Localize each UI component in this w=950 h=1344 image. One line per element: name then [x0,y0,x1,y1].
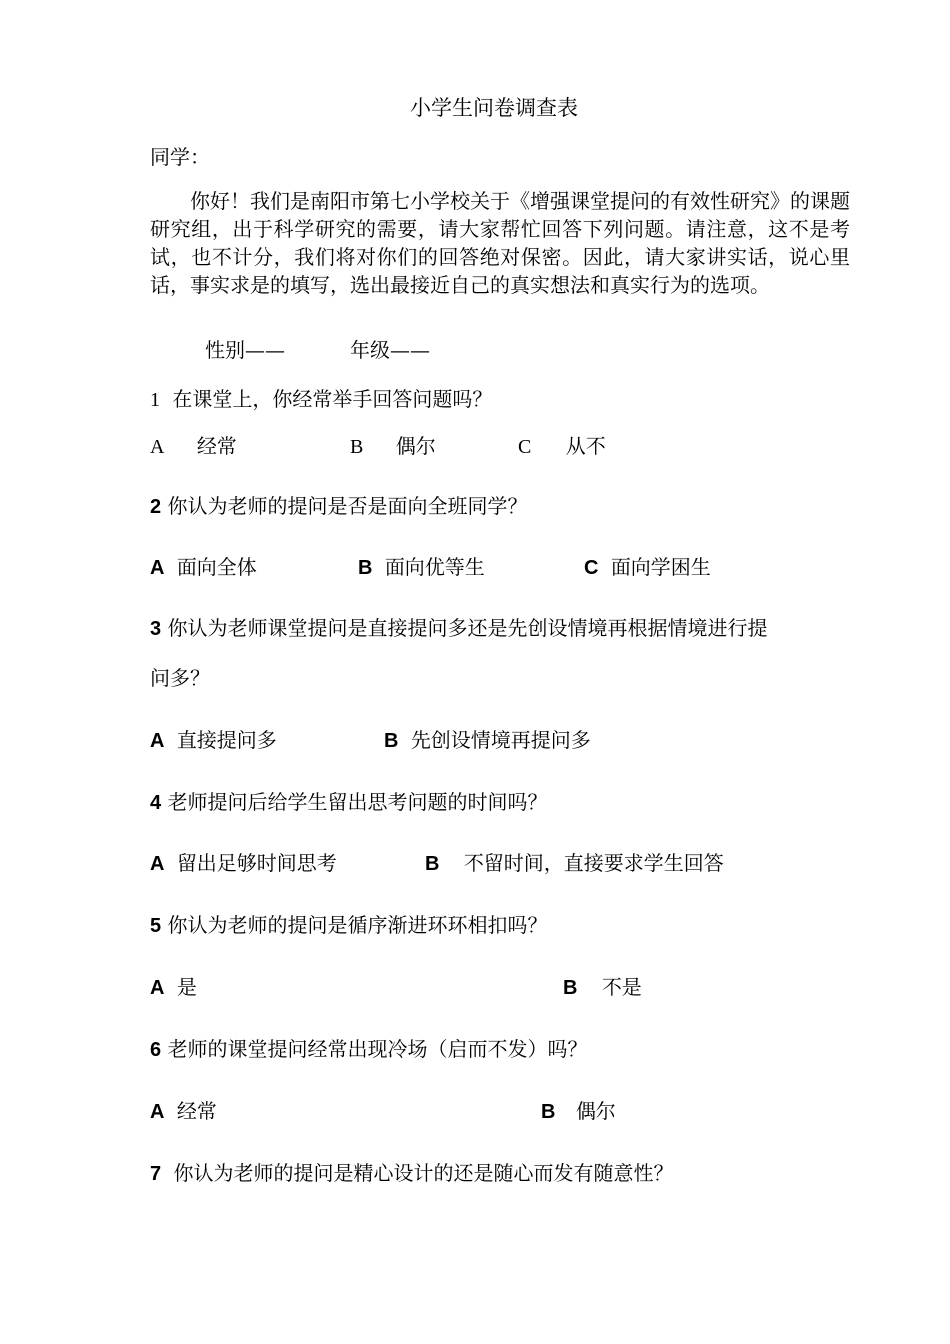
question-2 [150,490,527,519]
option-letter: B [350,436,364,458]
option-text: 面向全体 [176,555,257,579]
q4-option-a[interactable] [150,847,337,876]
question-number: 3 [150,618,162,640]
question-7 [150,1157,673,1186]
q1-option-c[interactable] [518,430,606,459]
option-text: 偶尔 [575,1099,616,1123]
q4-option-b[interactable] [425,847,724,876]
q5-option-a[interactable] [150,971,197,1000]
question-text: 你认为老师课堂提问是直接提问多还是先创设情境再根据情境进行提 [167,616,768,640]
q2-option-b[interactable] [358,551,485,580]
grade-field: 年级—— [350,338,430,362]
question-number: 6 [150,1039,162,1061]
option-letter: C [518,436,532,458]
question-1 [150,383,492,412]
option-letter: A [150,730,165,752]
q3-option-a[interactable] [150,724,277,753]
option-text: 留出足够时间思考 [176,851,337,875]
question-number: 1 [150,389,160,411]
question-text: 你认为老师的提问是否是面向全班同学？ [167,494,528,518]
option-letter: B [563,977,578,999]
option-letter: B [541,1101,556,1123]
option-letter: B [384,730,399,752]
question-number: 5 [150,915,162,937]
q3-option-b[interactable] [384,724,591,753]
option-text: 不留时间，直接要求学生回答 [463,851,724,875]
option-letter: A [150,557,165,579]
option-text: 偶尔 [395,434,436,458]
question-text: 老师提问后给学生留出思考问题的时间吗？ [167,790,548,814]
q6-option-b[interactable] [541,1095,616,1124]
q5-option-b[interactable] [563,971,642,1000]
option-text: 是 [176,975,197,999]
q1-option-b[interactable] [350,430,436,459]
option-text: 经常 [196,434,237,458]
option-letter: A [150,1101,165,1123]
option-letter: B [425,853,440,875]
option-letter: A [150,436,165,458]
gender-field: 性别—— [205,338,285,362]
question-6 [150,1033,587,1062]
intro-text: 你好！我们是南阳市第七小学校关于《增强课堂提问的有效性研究》的课题研究组，出于科学研究的需要，请大家帮忙回答下列问题。请注意，这不是考试，也不计分，我们将对你们的回答绝对保密。因此，请大家讲实话，说心里话，事实求是的填写，选出最接近自己的真实想法和真实行为的选项。 [150,189,850,297]
question-number: 7 [150,1163,162,1185]
option-text: 面向学困生 [610,555,711,579]
option-text: 直接提问多 [176,728,277,752]
option-text: 面向优等生 [384,555,485,579]
page-title: 小学生问卷调查表 [410,96,578,120]
option-text: 经常 [176,1099,217,1123]
question-text: 在课堂上，你经常举手回答问题吗？ [172,387,493,411]
option-letter: C [584,557,599,579]
question-number: 4 [150,792,162,814]
option-text: 先创设情境再提问多 [410,728,591,752]
greeting: 同学： [150,145,210,169]
question-text: 你认为老师的提问是精心设计的还是随心而发有随意性？ [173,1161,674,1185]
question-4 [150,786,547,815]
option-text: 从不 [565,434,606,458]
question-text: 老师的课堂提问经常出现冷场（启而不发）吗？ [167,1037,588,1061]
question-number: 2 [150,496,162,518]
question-text: 你认为老师的提问是循序渐进环环相扣吗？ [167,913,548,937]
q6-option-a[interactable] [150,1095,217,1124]
q1-option-a[interactable] [150,430,237,459]
q2-option-c[interactable] [584,551,711,580]
question-5 [150,909,547,938]
question-3 [150,612,767,641]
option-letter: A [150,853,165,875]
option-text: 不是 [601,975,642,999]
option-letter: A [150,977,165,999]
q2-option-a[interactable] [150,551,257,580]
question-3-cont: 问多？ [150,666,210,690]
intro-paragraph [150,187,850,299]
option-letter: B [358,557,373,579]
